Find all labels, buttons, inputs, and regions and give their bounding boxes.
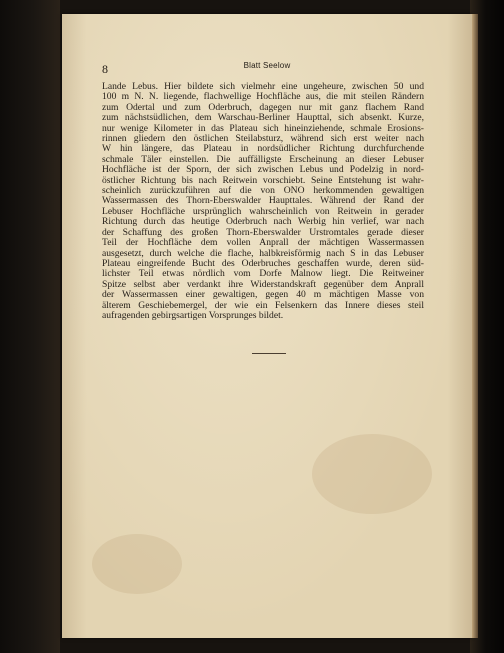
text-line: Wassermassen des Thorn-Eberswalder Haupttales. Während der Rand der (102, 195, 424, 207)
text-line: rinnen gliedern den östlichen Steilabsturz, während sich erst weiter nach (102, 133, 424, 145)
body-paragraph (102, 82, 424, 321)
scan-background-left (0, 0, 60, 653)
section-rule (252, 353, 286, 354)
text-line: der Wassermassen einer gewaltigen, gegen 40 m mächtigen Masse von (102, 289, 424, 301)
text-line: nur wenige Kilometer in das Plateau sich hineinziehende, schmale Erosions- (102, 122, 424, 134)
text-line: östlicher Richtung bis nach Reitwein vorschiebt. Seine Entstehung ist wahr- (102, 174, 424, 186)
text-line: Teil der Hochfläche dem vollen Anprall der mächtigen Wassermassen (102, 237, 424, 249)
text-line: zum nächstsüdlichen, dem Warschau-Berliner Haupttal, sich absenkt. Kurze, (102, 112, 424, 124)
page-number: 8 (102, 62, 108, 76)
text-line: Richtung durch das heutige Oderbruch nach Werbig hin verlief, war nach (102, 216, 424, 228)
text-line: ausgesetzt, durch welche die flache, halbkreisförmig nach S in das Lebuser (102, 247, 424, 259)
text-line: Lande Lebus. Hier bildete sich vielmehr eine ungeheure, zwischen 50 und (102, 81, 424, 92)
book-page (62, 14, 472, 638)
text-line: Lebuser Hochfläche ursprünglich wahrscheinlich von Reitwein in gerader (102, 205, 424, 217)
text-line: Spitze selbst aber verdankt ihre Widerstandskraft gegenüber dem Anprall (102, 278, 424, 290)
text-line: zum Odertal und zum Oderbruch, dagegen nur mit ganz flachem Rand (102, 101, 424, 113)
text-line: schmale Täler einstellen. Die auffälligste Erscheinung an dieser Lebuser (102, 153, 424, 165)
text-line: lichster Teil etwas nördlich vom Dorfe Malnow liegt. Die Reitweiner (102, 268, 424, 280)
text-line: scheinlich zurückzuführen auf die von ONO herkommenden gewaltigen (102, 185, 424, 197)
text-line: W hin längere, das Plateau in nordsüdlicher Richtung durchfurchende (102, 143, 424, 155)
paper-stain (312, 434, 432, 514)
text-line: der Schaffung des großen Thorn-Eberswalder Urstromtales gerade dieser (102, 226, 424, 238)
text-line: Plateau eingreifende Bucht des Oderbruches geschaffen wurde, deren süd- (102, 257, 424, 269)
page-edge (472, 14, 478, 638)
text-line: älterem Geschiebemergel, der wie ein Felsenkern das Innere dieses steil (102, 299, 424, 311)
running-head: Blatt Seelow (243, 61, 291, 70)
text-line: aufragenden gebirgsartigen Vorsprunges bildet. (102, 309, 284, 321)
text-line: Hochfläche ist der Sporn, der sich zwischen Lebus und Podelzig in nord- (102, 164, 424, 176)
text-line: 100 m N. N. liegende, flachwellige Hochfläche aus, die mit steilen Rändern (102, 91, 424, 103)
paper-stain (92, 534, 182, 594)
